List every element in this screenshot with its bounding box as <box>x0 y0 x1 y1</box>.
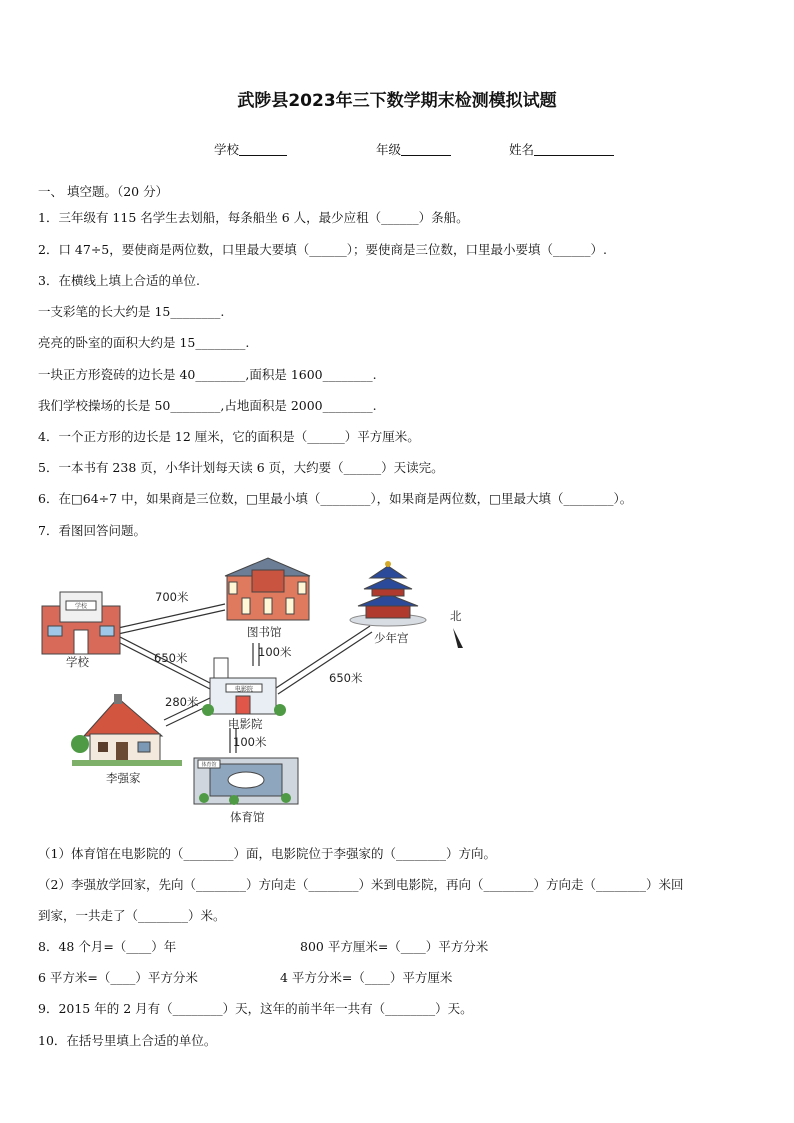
distance-home-cinema: 280米 <box>165 695 199 709</box>
distance-library-cinema: 100米 <box>258 645 292 659</box>
question-9: 9．2015 年的 2 月有（________）天，这年的前半年一共有（________）天。 <box>38 1001 473 1016</box>
question-8b: 800 平方厘米=（____）平方分米 <box>300 939 489 954</box>
distance-palace-cinema: 650米 <box>329 671 363 685</box>
question-10: 10．在括号里填上合适的单位。 <box>38 1033 217 1048</box>
library-label: 图书馆 <box>247 625 282 639</box>
youth-palace-icon <box>350 561 426 626</box>
question-3b: 亮亮的卧室的面积大约是 15________. <box>38 335 250 350</box>
location-map <box>30 548 462 833</box>
question-1: 1．三年级有 115 名学生去划船，每条船坐 6 人，最少应租（______）条船。 <box>38 210 469 225</box>
question-3: 3．在横线上填上合适的单位. <box>38 273 200 288</box>
gym-icon <box>194 758 298 805</box>
cinema-sign: 电影院 <box>234 686 254 693</box>
school-label: 学校 <box>214 142 240 157</box>
question-6: 6．在□64÷7 中，如果商是三位数，□里最小填（________），如果商是两位数，□里最大填（________）。 <box>38 491 633 506</box>
question-5: 5．一本书有 238 页，小华计划每天读 6 页，大约要（______）天读完。 <box>38 460 444 475</box>
gym-sign: 体育馆 <box>201 762 217 768</box>
north-label: 北 <box>450 609 462 623</box>
question-3d: 我们学校操场的长是 50________,占地面积是 2000________. <box>38 398 377 413</box>
name-label: 姓名 <box>509 142 535 157</box>
question-3c: 一块正方形瓷砖的边长是 40________,面积是 1600________. <box>38 367 377 382</box>
distance-school-library: 700米 <box>155 590 189 604</box>
school-field <box>214 140 287 158</box>
question-2: 2．口 47÷5，要使商是两位数，口里最大要填（______）；要使商是三位数，口里最小要填（______）. <box>38 242 607 257</box>
section-heading: 一、 填空题。（20 分） <box>38 184 169 199</box>
page-title: 武陟县2023年三下数学期末检测模拟试题 <box>237 91 557 111</box>
school-sign: 学校 <box>74 603 88 610</box>
question-7-2b: 到家，一共走了（________）米。 <box>38 908 226 923</box>
question-8d: 4 平方分米=（____）平方厘米 <box>280 970 453 985</box>
li-home-label: 李强家 <box>106 771 141 785</box>
distance-school-cinema: 650米 <box>154 651 188 665</box>
school-blank <box>239 141 287 156</box>
library-icon <box>225 558 310 620</box>
grade-blank <box>401 141 451 156</box>
cinema-label: 电影院 <box>228 717 263 731</box>
question-3a: 一支彩笔的长大约是 15________. <box>38 304 225 319</box>
grade-field <box>376 140 451 158</box>
question-4: 4．一个正方形的边长是 12 厘米，它的面积是（______）平方厘米。 <box>38 429 420 444</box>
youth-palace-label: 少年宫 <box>374 631 409 645</box>
name-blank <box>534 141 614 156</box>
question-8c: 6 平方米=（____）平方分米 <box>38 970 198 985</box>
school-label: 学校 <box>66 655 89 669</box>
question-7-2a: （2）李强放学回家，先向（________）方向走（________）米到电影院，再向（________）方向走（________）米回 <box>38 877 684 892</box>
grade-label: 年级 <box>376 142 402 157</box>
gym-label: 体育馆 <box>230 810 265 824</box>
school-icon <box>42 592 120 654</box>
question-7-1: （1）体育馆在电影院的（________）面，电影院位于李强家的（________）方向。 <box>38 846 496 861</box>
question-7: 7．看图回答问题。 <box>38 523 146 538</box>
name-field <box>509 140 614 158</box>
question-8a: 8．48 个月=（____）年 <box>38 939 177 954</box>
cinema-icon <box>202 658 286 716</box>
distance-cinema-gym: 100米 <box>233 735 267 749</box>
north-arrow-icon <box>453 628 463 648</box>
